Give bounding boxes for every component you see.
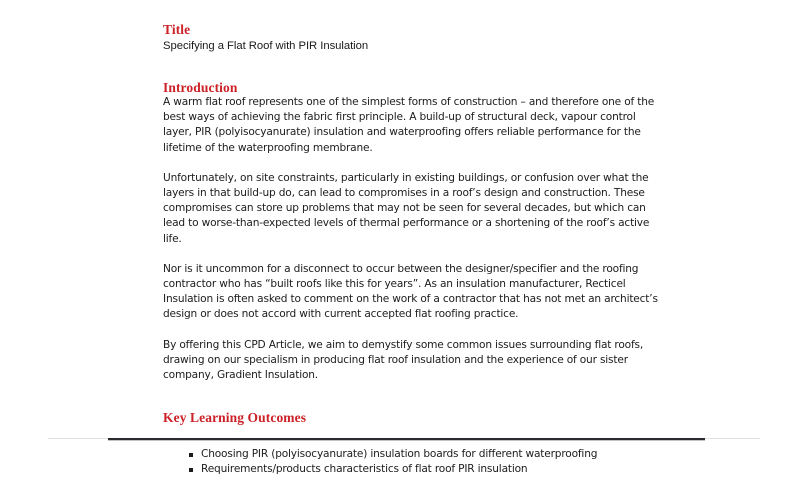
- square-bullet-icon: [189, 468, 193, 472]
- key-learning-outcomes-list: [163, 447, 663, 477]
- key-learning-outcomes-heading: Key Learning Outcomes: [163, 410, 307, 426]
- intro-paragraph-1: A warm flat roof represents one of the simplest forms of construction – and therefore one of the best ways of achieving the fabric first principle. A build-up of structural deck, vapour control layer, PIR (polyisocyanurate) insulation and waterproofing offers reliable performance for the lifetime of the waterproofing membrane.: [163, 96, 655, 154]
- spacer: [163, 247, 663, 262]
- document-content: [163, 22, 663, 478]
- intro-paragraph-3: Nor is it uncommon for a disconnect to occur between the designer/specifier and the roofing contractor who has “built roofs like this for years”. As an insulation manufacturer, Recticel Insulation is often asked to comment on the work of a contractor that has not met an architect’s design or does not accord with current accepted flat roofing practice.: [163, 262, 658, 321]
- square-bullet-icon: [189, 453, 193, 457]
- spacer: [163, 156, 663, 171]
- list-item: [189, 462, 663, 477]
- intro-paragraph-4: By offering this CPD Article, we aim to demystify some common issues surrounding flat roofs, drawing on our specialism in producing flat roof insulation and the experience of our sister company, Gradient Insulation.: [163, 338, 644, 382]
- list-item-label: Choosing PIR (polyisocyanurate) insulation boards for different waterproofing: [201, 448, 598, 461]
- introduction-heading: Introduction: [163, 80, 238, 95]
- list-item-label: Requirements/products characteristics of flat roof PIR insulation: [201, 463, 528, 476]
- spacer: [163, 323, 663, 338]
- spacer: [163, 425, 663, 447]
- intro-paragraph-2: Unfortunately, on site constraints, particularly in existing buildings, or confusion over what the layers in that build-up do, can lead to compromises in a roof’s design and construction. These compromises can store up problems that may not be seen for several decades, but which can lead to worse-than-expected levels of thermal performance or a shortening of the roof’s active life.: [163, 171, 650, 245]
- document-title-text: Specifying a Flat Roof with PIR Insulation: [163, 40, 369, 52]
- title-heading: Title: [163, 22, 191, 37]
- spacer: [163, 54, 663, 80]
- spacer: [163, 383, 663, 410]
- page-break-rule-shadow: [108, 440, 705, 441]
